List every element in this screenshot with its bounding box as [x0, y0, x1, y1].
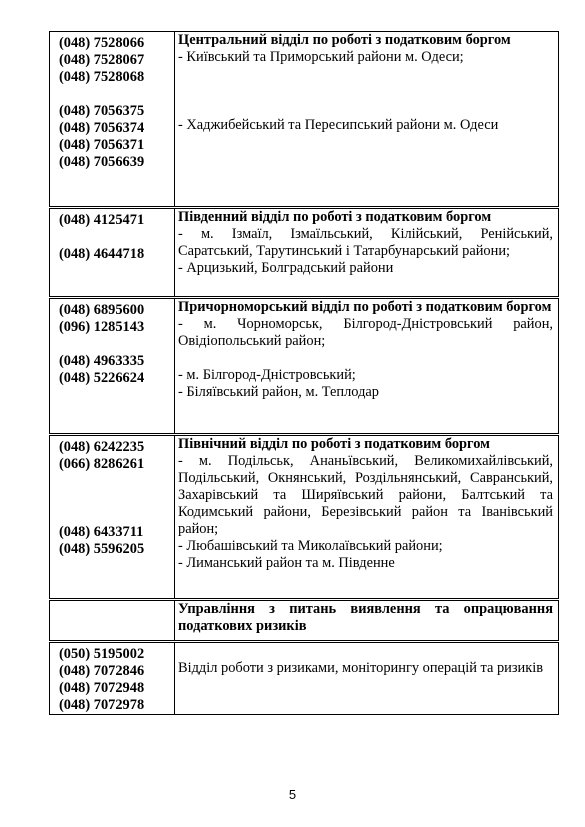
phone-number: (048) 6242235: [59, 439, 145, 455]
district-line: - м. Чорноморськ, Білгород-Дністровський район, Овідіопольський район;: [178, 316, 553, 349]
department-cell: [175, 435, 559, 600]
department-cell: [175, 298, 559, 435]
phone-cell: [50, 435, 175, 600]
district-line: - Біляївський район, м. Теплодар: [178, 384, 379, 400]
department-title: Північний відділ по роботі з податковим боргом: [178, 436, 490, 452]
phone-number: (096) 1285143: [59, 319, 145, 335]
phone-cell: [50, 298, 175, 435]
table-row: [50, 435, 559, 600]
department-cell: [175, 32, 559, 208]
district-line: Відділ роботи з ризиками, моніторингу операцій та ризиків: [178, 660, 544, 676]
phone-number: (048) 4125471: [59, 212, 145, 228]
department-title: Центральний відділ по роботі з податковим боргом: [178, 32, 511, 48]
phone-number: (048) 6433711: [59, 524, 144, 540]
phone-number: (066) 8286261: [59, 456, 145, 472]
page-number: 5: [288, 787, 297, 802]
phone-number: (048) 4963335: [59, 353, 145, 369]
phone-number: (048) 5226624: [59, 370, 145, 386]
department-title: Управління з питань виявлення та опрацювання податкових ризиків: [178, 601, 553, 634]
spacer: [178, 350, 553, 367]
spacer: [59, 473, 174, 490]
contacts-table: [49, 31, 559, 715]
spacer: [178, 66, 553, 83]
spacer: [59, 229, 174, 246]
phone-number: (048) 7056375: [59, 103, 145, 119]
phone-number: (048) 7056639: [59, 154, 145, 170]
district-line: - Київський та Приморський райони м. Одеси;: [178, 49, 464, 65]
department-title: Причорноморський відділ по роботі з податковим боргом: [178, 299, 552, 315]
district-line: - Арцизький, Болградський райони: [178, 260, 394, 276]
department-cell: [175, 600, 559, 642]
phone-number: (048) 7528067: [59, 52, 145, 68]
phone-number: (048) 7528068: [59, 69, 145, 85]
phone-number: (048) 7072948: [59, 680, 145, 696]
phone-number: (048) 7072846: [59, 663, 145, 679]
department-cell: [175, 642, 559, 715]
spacer: [178, 643, 553, 660]
spacer: [59, 490, 174, 507]
phone-number: (050) 5195002: [59, 646, 145, 662]
phone-number: (048) 7056374: [59, 120, 145, 136]
spacer: [59, 336, 174, 353]
table-row: [50, 642, 559, 715]
department-cell: [175, 208, 559, 298]
phone-number: (048) 7072978: [59, 697, 145, 713]
phone-number: (048) 7056371: [59, 137, 145, 153]
table-row: [50, 208, 559, 298]
phone-number: (048) 4644718: [59, 246, 145, 262]
department-title: Південний відділ по роботі з податковим боргом: [178, 209, 492, 225]
district-line: - Лиманський район та м. Південне: [178, 555, 395, 571]
district-line: - Любашівський та Миколаївський райони;: [178, 538, 443, 554]
spacer: [59, 507, 174, 524]
phone-cell: [50, 32, 175, 208]
spacer: [178, 100, 553, 117]
phone-cell: [50, 208, 175, 298]
spacer: [178, 83, 553, 100]
phone-cell: [50, 642, 175, 715]
phone-number: (048) 5596205: [59, 541, 145, 557]
phone-number: (048) 6895600: [59, 302, 145, 318]
district-line: - м. Подільськ, Ананьївський, Великомихайлівський, Подільський, Окнянський, Роздільнянський, Савранський, Захарівський та Ширяївський райони, Балтський та Кодимський райони, Березівський район та Іванівський район;: [178, 453, 553, 537]
district-line: - м. Ізмаїл, Ізмаїльський, Кілійський, Ренійський, Саратський, Тарутинський і Татарбунарський райони;: [178, 226, 553, 259]
district-line: - м. Білгород-Дністровський;: [178, 367, 356, 383]
table-row: [50, 32, 559, 208]
spacer: [59, 86, 174, 103]
table-row: [50, 298, 559, 435]
phone-cell: [50, 600, 175, 642]
table-row: [50, 600, 559, 642]
district-line: - Хаджибейський та Пересипський райони м. Одеси: [178, 117, 499, 133]
phone-number: (048) 7528066: [59, 35, 145, 51]
